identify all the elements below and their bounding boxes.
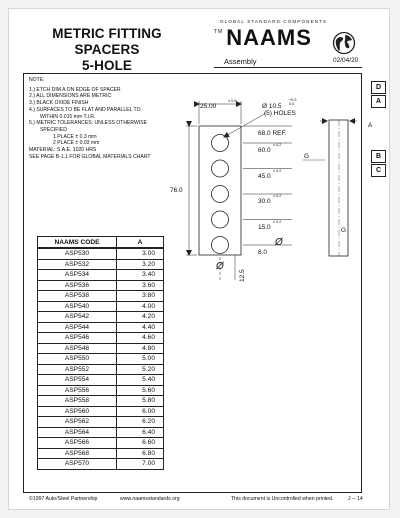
value-cell: 4.20 [117, 312, 164, 323]
value-cell: 6.20 [117, 417, 164, 428]
column-header-a: A [117, 237, 164, 249]
notes-heading: NOTE: [29, 77, 45, 83]
trademark-mark: TM [214, 29, 224, 35]
brand-tagline: GLOBAL STANDARD COMPONENTS [220, 19, 328, 24]
phi-symbol-right: Ø [275, 237, 283, 248]
value-cell: 5.20 [117, 364, 164, 375]
code-cell: ASP550 [38, 354, 117, 365]
column-header-code: NAAMS CODE [38, 237, 117, 249]
table-row [38, 375, 164, 386]
code-cell: ASP554 [38, 375, 117, 386]
code-cell: ASP544 [38, 322, 117, 333]
note-line: 1.) ETCH DIM A ON EDGE OF SPACER [29, 86, 121, 93]
hole-5 [212, 237, 229, 254]
value-cell: 3.20 [117, 259, 164, 270]
code-cell: ASP534 [38, 270, 117, 281]
code-cell: ASP562 [38, 417, 117, 428]
dim-76-text: 76.0 [170, 187, 183, 194]
hole-tol-upper: +0.3 [289, 98, 297, 102]
value-cell: 3.60 [117, 280, 164, 291]
table-row [38, 364, 164, 375]
table-row [38, 291, 164, 302]
note-line: 5.) METRIC TOLERANCES: UNLESS OTHERWISE [29, 120, 148, 127]
value-cell: 7.00 [117, 459, 164, 470]
note-line: MATERIAL: S.A.E. 1020 HRS [29, 147, 97, 154]
hole-3 [212, 186, 229, 203]
value-cell: 5.00 [117, 354, 164, 365]
table-row [38, 270, 164, 281]
value-cell: 4.60 [117, 333, 164, 344]
table-row [38, 312, 164, 323]
footer-website[interactable]: www.naamsstandards.org [120, 496, 180, 502]
naams-code-table [37, 236, 164, 470]
dim-15-text: 15.0 [258, 224, 271, 231]
table-row [38, 322, 164, 333]
code-cell: ASP560 [38, 406, 117, 417]
footer-page-number: J -- 14 [348, 496, 363, 502]
tol-30-text: ± 0.2 [273, 194, 282, 198]
table-row [38, 354, 164, 365]
table-row [38, 448, 164, 459]
hole-tol-lower: 0.0 [289, 102, 295, 106]
value-cell: 4.00 [117, 301, 164, 312]
value-cell: 6.80 [117, 448, 164, 459]
label-a-text: A [368, 122, 373, 129]
table-row [38, 343, 164, 354]
note-line: SEE PAGE B-1.1 FOR GLOBAL MATERIALS CHART [29, 153, 151, 160]
table-row [38, 427, 164, 438]
code-cell: ASP530 [38, 248, 117, 259]
tab-d[interactable]: D [371, 81, 386, 94]
code-cell: ASP564 [38, 427, 117, 438]
tab-b[interactable]: B [371, 150, 386, 163]
hole-1 [212, 135, 229, 152]
value-cell: 5.60 [117, 385, 164, 396]
value-cell: 4.40 [117, 322, 164, 333]
value-cell: 4.80 [117, 343, 164, 354]
footer-disclaimer: This document is Uncontrolled when printed. [231, 496, 334, 502]
code-cell: ASP538 [38, 291, 117, 302]
value-cell: 6.60 [117, 438, 164, 449]
code-cell: ASP558 [38, 396, 117, 407]
title-line-2: 5-HOLE [81, 58, 133, 73]
note-line: 3.) BLACK OXIDE FINISH [29, 100, 89, 107]
code-cell: ASP566 [38, 438, 117, 449]
table-row [38, 248, 164, 259]
code-cell: ASP546 [38, 333, 117, 344]
tab-a[interactable]: A [371, 95, 386, 108]
hole-dia-text: Ø 10.5 [262, 103, 282, 110]
table-row [38, 406, 164, 417]
note-line: WITHIN 0.015 mm T.I.R. [40, 113, 96, 120]
tab-c[interactable]: C [371, 164, 386, 177]
code-cell: ASP536 [38, 280, 117, 291]
tol-60-text: ± 0.2 [273, 143, 282, 147]
code-cell: ASP542 [38, 312, 117, 323]
width-dim-text: 25.00 [200, 103, 217, 110]
ref-dim-text: 68.0 REF. [258, 130, 287, 137]
table-header-row [38, 237, 164, 249]
note-line: SPECIFIED [40, 126, 67, 133]
dim-12-5-text: 12.5 [239, 269, 246, 282]
section-label: Assembly [224, 57, 257, 66]
brand-name: NAAMS [226, 25, 312, 50]
table-row [38, 259, 164, 270]
tol-45-text: ± 0.2 [273, 169, 282, 173]
hole-2 [212, 160, 229, 177]
code-cell: ASP568 [38, 448, 117, 459]
note-line: 2.) ALL DIMENSIONS ARE METRIC [29, 93, 112, 100]
table-row [38, 280, 164, 291]
code-cell: ASP556 [38, 385, 117, 396]
title-line-1: METRIC FITTING SPACERS [52, 26, 162, 57]
value-cell: 5.40 [117, 375, 164, 386]
table-row [38, 301, 164, 312]
note-line: 2 PLACE ± 0.03 mm [53, 140, 100, 147]
footer-copyright: ©1997 Auto/Steel Partnership [29, 496, 98, 502]
width-tol-text: ± 0.5 [228, 99, 237, 103]
spacer-outline [199, 126, 241, 255]
table-row [38, 385, 164, 396]
table-row [38, 459, 164, 470]
dim-45-text: 45.0 [258, 173, 271, 180]
phi-symbol-bottom: Ø [216, 261, 224, 272]
revision-date: 02/04/20 [333, 57, 359, 64]
dim-60-text: 60.0 [258, 147, 271, 154]
table-row [38, 417, 164, 428]
tol-15-text: ± 0.2 [273, 220, 282, 224]
code-cell: ASP552 [38, 364, 117, 375]
label-g-top: G [304, 153, 310, 160]
value-cell: 5.80 [117, 396, 164, 407]
dim-30-text: 30.0 [258, 198, 271, 205]
code-cell: ASP532 [38, 259, 117, 270]
holes-note-text: (5) HOLES [264, 110, 296, 117]
table-row [38, 333, 164, 344]
value-cell: 3.80 [117, 291, 164, 302]
dim-8-text: 8.0 [258, 249, 268, 256]
value-cell: 6.00 [117, 406, 164, 417]
note-line: 1 PLACE ± 0.3 mm [53, 133, 97, 140]
spacer-side-view [329, 120, 348, 256]
table-row [38, 396, 164, 407]
note-line: 4.) SURFACES TO BE FLAT AND PARALLEL TO [29, 106, 141, 113]
label-g-side: G [341, 227, 347, 234]
value-cell: 3.40 [117, 270, 164, 281]
table-row [38, 438, 164, 449]
value-cell: 3.00 [117, 248, 164, 259]
hole-4 [212, 211, 229, 228]
value-cell: 6.40 [117, 427, 164, 438]
code-cell: ASP548 [38, 343, 117, 354]
code-cell: ASP570 [38, 459, 117, 470]
code-cell: ASP540 [38, 301, 117, 312]
